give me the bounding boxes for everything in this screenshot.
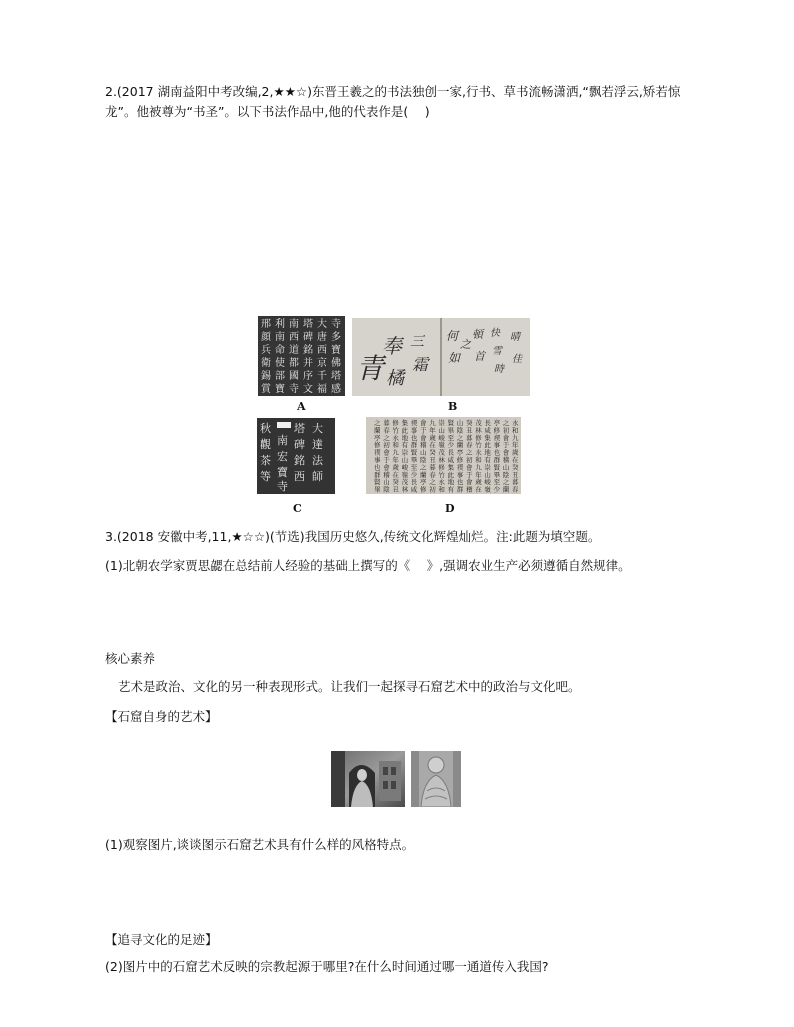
svg-text:事: 事 xyxy=(374,456,381,464)
cursive-b-glyphs xyxy=(352,318,530,396)
svg-text:永: 永 xyxy=(475,448,482,457)
core-intro: 艺术是政治、文化的另一种表现形式。让我们一起探寻石窟艺术中的政治与文化吧。 xyxy=(118,679,581,694)
svg-text:如: 如 xyxy=(448,351,461,365)
q2-line1: 2.(2017 湖南益阳中考改编,2,★★☆)东晋王羲之的书法独创一家,行书、草书流畅潇洒,“飘若浮云,矫若惊 xyxy=(105,84,681,99)
svg-text:稽: 稽 xyxy=(420,441,427,450)
svg-text:賢: 賢 xyxy=(493,463,501,472)
svg-text:禊: 禊 xyxy=(374,448,381,457)
svg-text:之: 之 xyxy=(429,478,436,487)
svg-text:國: 國 xyxy=(289,371,299,382)
svg-text:錫: 錫 xyxy=(261,371,271,382)
svg-text:嶺: 嶺 xyxy=(401,470,409,479)
option-c-label: C xyxy=(293,502,302,515)
svg-text:年: 年 xyxy=(392,456,399,464)
svg-text:利: 利 xyxy=(275,319,285,330)
svg-text:初: 初 xyxy=(466,456,473,464)
svg-text:秋: 秋 xyxy=(260,422,271,435)
svg-text:蘭: 蘭 xyxy=(420,470,427,479)
svg-text:橘: 橘 xyxy=(386,368,404,389)
svg-text:至: 至 xyxy=(493,478,501,487)
svg-text:集: 集 xyxy=(401,419,409,427)
svg-text:年: 年 xyxy=(475,470,482,479)
svg-text:賢: 賢 xyxy=(410,448,418,457)
svg-text:亭: 亭 xyxy=(374,433,381,442)
svg-text:道: 道 xyxy=(289,345,299,356)
svg-text:也: 也 xyxy=(456,478,464,487)
svg-text:師: 師 xyxy=(312,470,323,483)
svg-text:雪: 雪 xyxy=(492,346,502,357)
svg-text:序: 序 xyxy=(303,371,313,382)
svg-text:年: 年 xyxy=(512,441,519,450)
svg-text:蘭: 蘭 xyxy=(456,441,464,450)
svg-text:山: 山 xyxy=(383,478,390,487)
svg-text:顔: 顔 xyxy=(261,332,271,343)
svg-text:地: 地 xyxy=(401,433,409,442)
svg-text:山: 山 xyxy=(456,419,464,427)
svg-text:修: 修 xyxy=(392,419,399,427)
option-b-label: B xyxy=(448,400,458,413)
svg-text:少: 少 xyxy=(493,485,501,494)
svg-text:修: 修 xyxy=(456,456,464,464)
svg-text:西: 西 xyxy=(317,345,327,356)
svg-text:稽: 稽 xyxy=(383,470,390,479)
svg-text:等: 等 xyxy=(260,470,271,483)
svg-text:會: 會 xyxy=(383,463,390,472)
svg-text:感: 感 xyxy=(331,384,341,395)
svg-text:修: 修 xyxy=(374,441,381,450)
svg-text:修: 修 xyxy=(475,433,482,442)
svg-text:會: 會 xyxy=(383,448,390,457)
svg-text:觀: 觀 xyxy=(260,438,271,451)
svg-text:和: 和 xyxy=(438,485,445,494)
svg-text:暮: 暮 xyxy=(383,419,390,427)
svg-text:寶: 寶 xyxy=(331,345,341,356)
svg-text:碑: 碑 xyxy=(303,332,313,343)
core-heading: 核心素养 xyxy=(105,651,156,666)
svg-text:三: 三 xyxy=(410,334,424,350)
svg-text:至: 至 xyxy=(410,463,418,472)
svg-text:達: 達 xyxy=(312,438,323,451)
svg-text:在: 在 xyxy=(475,485,482,494)
svg-text:長: 長 xyxy=(410,478,418,487)
svg-text:崇: 崇 xyxy=(484,463,491,472)
svg-text:寶: 寶 xyxy=(277,466,288,479)
svg-text:嶺: 嶺 xyxy=(438,441,445,450)
svg-text:使: 使 xyxy=(275,358,285,369)
svg-text:法: 法 xyxy=(312,454,323,467)
svg-text:寺: 寺 xyxy=(331,319,341,330)
svg-text:峻: 峻 xyxy=(401,463,409,472)
svg-text:衛: 衛 xyxy=(261,358,271,369)
svg-text:福: 福 xyxy=(317,384,327,395)
svg-text:大: 大 xyxy=(317,319,327,330)
svg-text:佛: 佛 xyxy=(331,358,341,369)
svg-text:此: 此 xyxy=(401,426,409,435)
svg-text:修: 修 xyxy=(438,463,445,472)
svg-text:寺: 寺 xyxy=(289,384,299,395)
svg-text:之: 之 xyxy=(466,448,473,457)
svg-text:和: 和 xyxy=(475,456,482,464)
svg-text:亭: 亭 xyxy=(493,419,501,427)
rubbing-c-glyphs xyxy=(257,418,335,494)
svg-text:賢: 賢 xyxy=(374,478,381,487)
svg-text:暮: 暮 xyxy=(466,433,473,442)
svg-text:會: 會 xyxy=(466,478,473,487)
svg-text:在: 在 xyxy=(429,441,436,450)
svg-text:銘: 銘 xyxy=(294,454,305,467)
svg-text:邢: 邢 xyxy=(261,319,271,330)
svg-text:春: 春 xyxy=(429,470,436,479)
svg-text:群: 群 xyxy=(410,441,418,450)
grotto-photo-1 xyxy=(331,751,405,807)
svg-text:咸: 咸 xyxy=(410,485,418,494)
svg-text:癸: 癸 xyxy=(392,478,399,487)
svg-text:有: 有 xyxy=(401,441,409,450)
svg-text:之: 之 xyxy=(460,338,471,351)
svg-text:也: 也 xyxy=(493,448,501,457)
svg-text:陰: 陰 xyxy=(456,426,464,435)
svg-text:時: 時 xyxy=(494,364,504,375)
svg-text:暮: 暮 xyxy=(429,463,436,472)
svg-text:于: 于 xyxy=(466,470,473,479)
svg-text:都: 都 xyxy=(289,358,299,369)
svg-text:竹: 竹 xyxy=(475,441,482,450)
svg-text:和: 和 xyxy=(512,426,519,435)
core-question-2: (2)图片中的石窟艺术反映的宗教起源于哪里?在什么时间通过哪一通道传入我国? xyxy=(105,959,549,974)
svg-text:禊: 禊 xyxy=(493,433,501,442)
svg-text:永: 永 xyxy=(512,419,519,427)
svg-text:長: 長 xyxy=(484,419,491,427)
svg-text:丑: 丑 xyxy=(466,426,473,435)
svg-text:集: 集 xyxy=(447,463,455,472)
svg-text:年: 年 xyxy=(429,426,436,435)
svg-text:癸: 癸 xyxy=(429,448,436,457)
svg-text:事: 事 xyxy=(456,470,464,479)
q3-line1: 3.(2018 安徽中考,11,★☆☆)(节选)我国历史悠久,传统文化辉煌灿烂。注:此题为填空题。 xyxy=(105,529,601,544)
svg-text:千: 千 xyxy=(317,371,327,382)
svg-text:癸: 癸 xyxy=(512,463,519,472)
svg-text:九: 九 xyxy=(475,463,482,472)
grotto-buddha-2-illustration xyxy=(411,751,461,807)
svg-text:畢: 畢 xyxy=(374,485,381,494)
svg-text:銘: 銘 xyxy=(303,345,313,356)
svg-text:頓: 頓 xyxy=(472,328,483,341)
svg-text:禊: 禊 xyxy=(456,463,464,472)
svg-text:之: 之 xyxy=(420,463,427,472)
svg-text:修: 修 xyxy=(493,426,501,435)
svg-text:林: 林 xyxy=(401,485,409,494)
svg-text:春: 春 xyxy=(466,441,473,450)
svg-text:群: 群 xyxy=(374,470,381,479)
svg-text:此: 此 xyxy=(484,441,491,450)
section2-heading: 【追寻文化的足迹】 xyxy=(105,932,218,947)
svg-text:于: 于 xyxy=(383,456,390,464)
svg-text:茶: 茶 xyxy=(260,454,271,467)
calligraphy-option-a-image xyxy=(258,316,345,396)
q3-sub1: (1)北朝农学家贾思勰在总结前人经验的基础上撰写的《 》,强调农业生产必须遵循自然规律。 xyxy=(105,558,631,573)
svg-text:文: 文 xyxy=(303,384,313,395)
svg-text:亭: 亭 xyxy=(420,478,427,487)
svg-text:永: 永 xyxy=(438,478,445,487)
grotto-photo-2 xyxy=(411,751,461,807)
svg-text:山: 山 xyxy=(420,448,427,457)
svg-text:群: 群 xyxy=(456,485,464,494)
svg-text:事: 事 xyxy=(410,426,418,435)
svg-text:西: 西 xyxy=(294,470,305,483)
svg-text:少: 少 xyxy=(447,441,455,450)
svg-text:唐: 唐 xyxy=(317,332,327,343)
svg-text:修: 修 xyxy=(420,485,427,494)
svg-text:會: 會 xyxy=(502,433,510,442)
svg-text:蘭: 蘭 xyxy=(502,485,510,494)
svg-text:歲: 歲 xyxy=(512,448,519,457)
svg-text:集: 集 xyxy=(484,433,491,442)
svg-text:咸: 咸 xyxy=(447,456,455,464)
svg-text:宏: 宏 xyxy=(277,450,288,463)
svg-text:南: 南 xyxy=(275,332,285,343)
svg-text:歲: 歲 xyxy=(429,433,436,442)
svg-text:部: 部 xyxy=(275,371,285,382)
svg-text:塔: 塔 xyxy=(331,371,341,382)
svg-text:命: 命 xyxy=(275,345,285,356)
q2-line2: 龙”。他被尊为“书圣”。以下书法作品中,他的代表作是( ) xyxy=(105,104,430,119)
section1-heading: 【石窟自身的艺术】 xyxy=(105,709,218,724)
svg-text:稽: 稽 xyxy=(466,485,473,494)
svg-text:快: 快 xyxy=(490,328,500,339)
svg-text:山: 山 xyxy=(401,456,409,464)
svg-text:之: 之 xyxy=(456,433,464,442)
svg-text:奉: 奉 xyxy=(382,334,402,358)
option-a-label: A xyxy=(297,400,306,413)
svg-text:陰: 陰 xyxy=(420,456,427,464)
svg-text:南: 南 xyxy=(277,434,288,447)
svg-text:霜: 霜 xyxy=(412,355,429,374)
svg-text:群: 群 xyxy=(493,456,501,464)
svg-text:永: 永 xyxy=(392,433,399,442)
svg-text:和: 和 xyxy=(392,441,399,450)
svg-text:茂: 茂 xyxy=(438,448,445,457)
svg-text:九: 九 xyxy=(392,448,399,457)
svg-text:崇: 崇 xyxy=(438,419,445,427)
svg-text:初: 初 xyxy=(502,426,510,435)
svg-text:九: 九 xyxy=(512,433,519,442)
svg-text:陰: 陰 xyxy=(383,485,390,494)
svg-text:會: 會 xyxy=(502,448,510,457)
svg-text:至: 至 xyxy=(447,433,455,442)
svg-text:畢: 畢 xyxy=(493,470,501,479)
svg-text:初: 初 xyxy=(429,485,436,494)
svg-text:會: 會 xyxy=(466,463,473,472)
svg-text:也: 也 xyxy=(374,463,381,472)
svg-text:暮: 暮 xyxy=(512,478,519,487)
svg-text:峻: 峻 xyxy=(484,478,491,487)
svg-text:事: 事 xyxy=(493,441,501,450)
svg-text:何: 何 xyxy=(446,329,459,343)
svg-text:大: 大 xyxy=(312,422,323,435)
svg-text:崇: 崇 xyxy=(401,448,409,457)
svg-text:有: 有 xyxy=(484,456,491,464)
svg-text:之: 之 xyxy=(374,419,381,427)
svg-text:丑: 丑 xyxy=(429,456,436,464)
svg-text:山: 山 xyxy=(484,470,491,479)
svg-text:于: 于 xyxy=(502,441,510,450)
svg-text:林: 林 xyxy=(475,426,482,435)
svg-text:茂: 茂 xyxy=(475,419,482,427)
svg-text:春: 春 xyxy=(512,485,519,494)
svg-text:多: 多 xyxy=(331,332,341,343)
svg-text:茂: 茂 xyxy=(401,478,409,487)
svg-text:稽: 稽 xyxy=(502,456,510,464)
svg-text:竹: 竹 xyxy=(438,470,445,479)
svg-text:山: 山 xyxy=(438,426,445,435)
svg-text:晴: 晴 xyxy=(510,332,520,343)
svg-text:寶: 寶 xyxy=(275,384,285,395)
svg-text:竹: 竹 xyxy=(392,426,399,435)
small-script-d-glyphs xyxy=(366,417,521,494)
svg-text:西: 西 xyxy=(289,332,299,343)
svg-text:佳: 佳 xyxy=(512,354,522,365)
svg-text:在: 在 xyxy=(392,470,399,479)
svg-text:兵: 兵 xyxy=(261,345,271,356)
svg-text:禊: 禊 xyxy=(410,419,418,427)
svg-text:首: 首 xyxy=(474,350,485,363)
svg-text:并: 并 xyxy=(303,358,313,369)
svg-text:嶺: 嶺 xyxy=(484,485,491,494)
svg-text:地: 地 xyxy=(484,448,491,457)
svg-text:之: 之 xyxy=(502,478,510,487)
svg-text:山: 山 xyxy=(502,463,510,472)
svg-text:長: 長 xyxy=(447,448,455,457)
svg-text:于: 于 xyxy=(420,426,427,435)
svg-text:塔: 塔 xyxy=(294,422,305,435)
svg-text:之: 之 xyxy=(502,419,510,427)
svg-text:在: 在 xyxy=(512,456,519,464)
svg-text:亭: 亭 xyxy=(456,448,464,457)
svg-text:京: 京 xyxy=(317,358,327,369)
svg-text:南: 南 xyxy=(289,319,299,330)
svg-text:畢: 畢 xyxy=(410,456,418,464)
svg-text:賢: 賢 xyxy=(447,419,455,427)
svg-text:賞: 賞 xyxy=(261,384,271,395)
svg-text:會: 會 xyxy=(420,433,427,442)
svg-text:有: 有 xyxy=(447,485,455,494)
option-d-label: D xyxy=(445,502,455,515)
svg-text:陰: 陰 xyxy=(502,470,510,479)
svg-text:會: 會 xyxy=(420,419,427,427)
calligraphy-option-d-image xyxy=(366,417,521,494)
svg-text:寺: 寺 xyxy=(277,480,288,493)
svg-text:畢: 畢 xyxy=(447,426,455,435)
svg-text:少: 少 xyxy=(410,470,418,479)
svg-text:癸: 癸 xyxy=(466,419,473,427)
svg-text:林: 林 xyxy=(438,456,445,464)
svg-text:歲: 歲 xyxy=(475,478,482,487)
svg-text:蘭: 蘭 xyxy=(374,426,381,435)
core-question-1: (1)观察图片,谈谈图示石窟艺术具有什么样的风格特点。 xyxy=(105,837,415,852)
svg-text:之: 之 xyxy=(383,433,390,442)
svg-text:地: 地 xyxy=(447,478,455,487)
svg-text:歲: 歲 xyxy=(392,463,399,472)
svg-text:此: 此 xyxy=(447,470,455,479)
svg-text:青: 青 xyxy=(356,352,385,385)
svg-text:春: 春 xyxy=(383,426,390,435)
grotto-buddha-1-illustration xyxy=(331,751,405,807)
calligraphy-option-c-image xyxy=(257,418,335,494)
svg-text:丑: 丑 xyxy=(392,485,399,494)
svg-text:也: 也 xyxy=(410,433,418,442)
svg-text:塔: 塔 xyxy=(303,319,313,330)
svg-text:九: 九 xyxy=(429,419,436,427)
svg-text:碑: 碑 xyxy=(294,438,305,451)
svg-text:咸: 咸 xyxy=(484,426,491,435)
calligraphy-option-b-image xyxy=(352,318,530,396)
svg-text:初: 初 xyxy=(383,441,390,450)
svg-text:丑: 丑 xyxy=(512,470,519,479)
svg-text:峻: 峻 xyxy=(438,433,445,442)
rubbing-a-glyphs xyxy=(258,316,345,396)
